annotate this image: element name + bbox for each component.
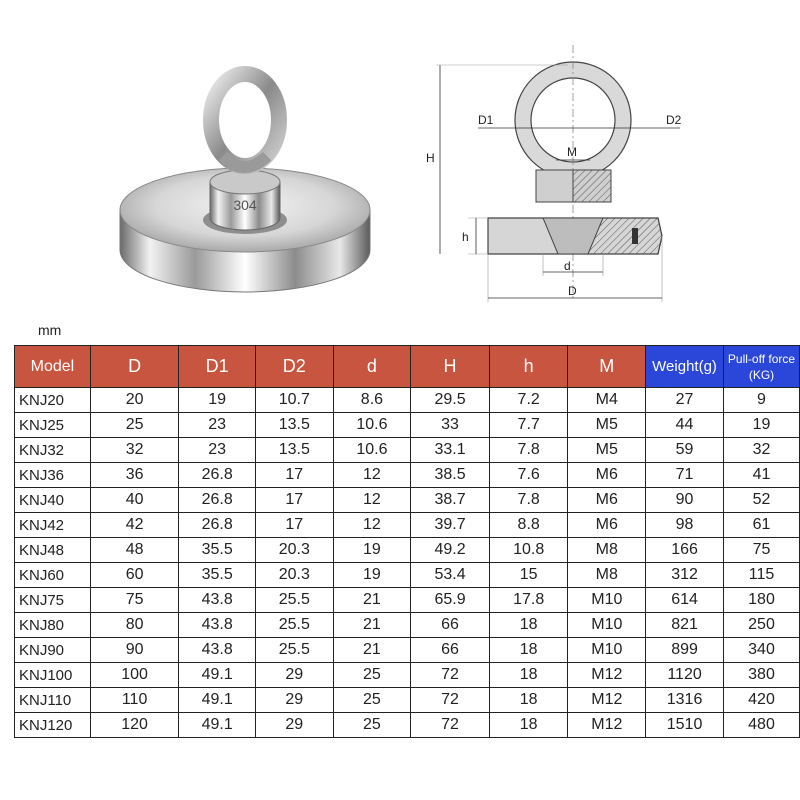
cell-d2: 29 bbox=[255, 663, 333, 688]
cell-d1: 49.1 bbox=[179, 688, 256, 713]
label-m: M bbox=[567, 145, 577, 159]
cell-m: M8 bbox=[568, 538, 646, 563]
table-row bbox=[15, 638, 800, 663]
cell-m: M10 bbox=[568, 613, 646, 638]
cell-model: KNJ40 bbox=[15, 488, 91, 513]
cell-h-total: 49.2 bbox=[411, 538, 490, 563]
cell-h-base: 15 bbox=[489, 563, 568, 588]
cell-d: 36 bbox=[90, 463, 179, 488]
cell-h-total: 38.7 bbox=[411, 488, 490, 513]
cell-d-small: 25 bbox=[333, 713, 411, 738]
cell-h-total: 72 bbox=[411, 688, 490, 713]
cell-model: KNJ110 bbox=[15, 688, 91, 713]
cell-pull-force: 380 bbox=[724, 663, 800, 688]
cell-h-total: 33 bbox=[411, 413, 490, 438]
cell-d: 40 bbox=[90, 488, 179, 513]
cell-d2: 13.5 bbox=[255, 413, 333, 438]
cell-h-base: 7.2 bbox=[489, 388, 568, 413]
cell-pull-force: 480 bbox=[724, 713, 800, 738]
cell-d: 75 bbox=[90, 588, 179, 613]
cell-d2: 17 bbox=[255, 513, 333, 538]
cell-d-small: 10.6 bbox=[333, 413, 411, 438]
cell-d1: 23 bbox=[179, 438, 256, 463]
cell-h-base: 18 bbox=[489, 688, 568, 713]
cell-h-total: 53.4 bbox=[411, 563, 490, 588]
header-d: D bbox=[90, 346, 179, 388]
label-d-small: d bbox=[564, 259, 571, 273]
cell-h-base: 7.6 bbox=[489, 463, 568, 488]
cell-weight: 59 bbox=[646, 438, 724, 463]
cell-d-small: 21 bbox=[333, 588, 411, 613]
cell-model: KNJ36 bbox=[15, 463, 91, 488]
cell-d2: 25.5 bbox=[255, 613, 333, 638]
cell-weight: 44 bbox=[646, 413, 724, 438]
cell-d2: 29 bbox=[255, 713, 333, 738]
cell-weight: 614 bbox=[646, 588, 724, 613]
pull-header-line1: Pull-off force bbox=[727, 351, 796, 366]
cell-m: M5 bbox=[568, 438, 646, 463]
cell-pull-force: 340 bbox=[724, 638, 800, 663]
cell-d1: 35.5 bbox=[179, 563, 256, 588]
cell-h-total: 39.7 bbox=[411, 513, 490, 538]
table-row bbox=[15, 388, 800, 413]
label-d1: D1 bbox=[478, 113, 494, 127]
cell-h-total: 72 bbox=[411, 663, 490, 688]
cell-d1: 26.8 bbox=[179, 488, 256, 513]
cell-h-base: 18 bbox=[489, 663, 568, 688]
header-model: Model bbox=[15, 346, 91, 388]
cell-model: KNJ100 bbox=[15, 663, 91, 688]
cell-h-total: 29.5 bbox=[411, 388, 490, 413]
cell-h-base: 17.8 bbox=[489, 588, 568, 613]
table-row bbox=[15, 588, 800, 613]
cell-d2: 13.5 bbox=[255, 438, 333, 463]
cell-model: KNJ75 bbox=[15, 588, 91, 613]
cell-d1: 35.5 bbox=[179, 538, 256, 563]
cell-weight: 90 bbox=[646, 488, 724, 513]
cell-d: 120 bbox=[90, 713, 179, 738]
cell-h-total: 38.5 bbox=[411, 463, 490, 488]
cell-pull-force: 420 bbox=[724, 688, 800, 713]
cell-weight: 166 bbox=[646, 538, 724, 563]
cell-d: 25 bbox=[90, 413, 179, 438]
cell-d-small: 19 bbox=[333, 538, 411, 563]
cell-pull-force: 115 bbox=[724, 563, 800, 588]
header-d1: D1 bbox=[179, 346, 256, 388]
cell-pull-force: 41 bbox=[724, 463, 800, 488]
cell-d-small: 10.6 bbox=[333, 438, 411, 463]
cell-d1: 43.8 bbox=[179, 588, 256, 613]
cell-d2: 25.5 bbox=[255, 638, 333, 663]
cell-weight: 899 bbox=[646, 638, 724, 663]
cell-weight: 1510 bbox=[646, 713, 724, 738]
label-h-total: H bbox=[426, 151, 435, 165]
cell-h-base: 18 bbox=[489, 713, 568, 738]
cell-d-small: 19 bbox=[333, 563, 411, 588]
cell-d2: 17 bbox=[255, 488, 333, 513]
cell-d2: 17 bbox=[255, 463, 333, 488]
cell-d-small: 21 bbox=[333, 613, 411, 638]
header-h-base: h bbox=[489, 346, 568, 388]
cell-weight: 312 bbox=[646, 563, 724, 588]
header-d-small: d bbox=[333, 346, 411, 388]
cell-d2: 25.5 bbox=[255, 588, 333, 613]
product-photo bbox=[95, 60, 395, 330]
cell-pull-force: 32 bbox=[724, 438, 800, 463]
cell-d-small: 21 bbox=[333, 638, 411, 663]
technical-drawing bbox=[418, 40, 698, 315]
cell-d2: 20.3 bbox=[255, 538, 333, 563]
cell-d1: 49.1 bbox=[179, 663, 256, 688]
pull-header-line2: (KG) bbox=[748, 367, 775, 382]
cell-h-base: 10.8 bbox=[489, 538, 568, 563]
cell-d: 80 bbox=[90, 613, 179, 638]
table-row bbox=[15, 688, 800, 713]
cell-model: KNJ25 bbox=[15, 413, 91, 438]
cell-m: M4 bbox=[568, 388, 646, 413]
cell-d: 90 bbox=[90, 638, 179, 663]
unit-label: mm bbox=[38, 322, 62, 338]
table-row bbox=[15, 613, 800, 638]
cell-h-base: 7.8 bbox=[489, 488, 568, 513]
cell-d: 42 bbox=[90, 513, 179, 538]
cell-h-base: 7.8 bbox=[489, 438, 568, 463]
header-d2: D2 bbox=[255, 346, 333, 388]
cell-d2: 10.7 bbox=[255, 388, 333, 413]
cell-m: M5 bbox=[568, 413, 646, 438]
cell-h-total: 72 bbox=[411, 713, 490, 738]
cell-weight: 821 bbox=[646, 613, 724, 638]
table-row bbox=[15, 413, 800, 438]
cell-model: KNJ80 bbox=[15, 613, 91, 638]
cell-m: M8 bbox=[568, 563, 646, 588]
table-row bbox=[15, 538, 800, 563]
header-m: M bbox=[568, 346, 646, 388]
cell-model: KNJ32 bbox=[15, 438, 91, 463]
cell-m: M10 bbox=[568, 638, 646, 663]
cell-m: M10 bbox=[568, 588, 646, 613]
header-pull-off-force bbox=[724, 346, 800, 388]
table-row bbox=[15, 563, 800, 588]
table-header-row bbox=[15, 346, 800, 388]
cell-h-total: 65.9 bbox=[411, 588, 490, 613]
label-d2: D2 bbox=[666, 113, 682, 127]
cell-d-small: 8.6 bbox=[333, 388, 411, 413]
table-row bbox=[15, 713, 800, 738]
cell-weight: 27 bbox=[646, 388, 724, 413]
cell-d1: 43.8 bbox=[179, 638, 256, 663]
header-h-total: H bbox=[411, 346, 490, 388]
cell-weight: 71 bbox=[646, 463, 724, 488]
cell-pull-force: 180 bbox=[724, 588, 800, 613]
cell-d-small: 12 bbox=[333, 463, 411, 488]
stamp-text: 304 bbox=[233, 197, 257, 213]
cell-pull-force: 75 bbox=[724, 538, 800, 563]
cell-d: 48 bbox=[90, 538, 179, 563]
cell-pull-force: 61 bbox=[724, 513, 800, 538]
cell-d-small: 25 bbox=[333, 663, 411, 688]
cell-d: 60 bbox=[90, 563, 179, 588]
cell-model: KNJ20 bbox=[15, 388, 91, 413]
cell-h-total: 33.1 bbox=[411, 438, 490, 463]
cell-m: M12 bbox=[568, 688, 646, 713]
cell-h-base: 18 bbox=[489, 613, 568, 638]
cell-weight: 98 bbox=[646, 513, 724, 538]
cell-d2: 20.3 bbox=[255, 563, 333, 588]
cell-m: M12 bbox=[568, 663, 646, 688]
cell-d-small: 12 bbox=[333, 513, 411, 538]
cell-pull-force: 52 bbox=[724, 488, 800, 513]
table-row bbox=[15, 438, 800, 463]
cell-h-total: 66 bbox=[411, 613, 490, 638]
cell-model: KNJ120 bbox=[15, 713, 91, 738]
cell-d1: 49.1 bbox=[179, 713, 256, 738]
cell-model: KNJ60 bbox=[15, 563, 91, 588]
cell-d-small: 12 bbox=[333, 488, 411, 513]
table-body bbox=[15, 388, 800, 738]
cell-weight: 1120 bbox=[646, 663, 724, 688]
cell-m: M12 bbox=[568, 713, 646, 738]
table-row bbox=[15, 488, 800, 513]
cell-model: KNJ48 bbox=[15, 538, 91, 563]
cell-d1: 26.8 bbox=[179, 513, 256, 538]
table-row bbox=[15, 663, 800, 688]
cell-d: 110 bbox=[90, 688, 179, 713]
cell-d-small: 25 bbox=[333, 688, 411, 713]
cell-h-total: 66 bbox=[411, 638, 490, 663]
cell-pull-force: 9 bbox=[724, 388, 800, 413]
cell-d1: 26.8 bbox=[179, 463, 256, 488]
cell-m: M6 bbox=[568, 513, 646, 538]
cell-m: M6 bbox=[568, 463, 646, 488]
cell-d1: 19 bbox=[179, 388, 256, 413]
cell-model: KNJ42 bbox=[15, 513, 91, 538]
cell-d1: 23 bbox=[179, 413, 256, 438]
header-weight: Weight(g) bbox=[646, 346, 724, 388]
cell-d: 20 bbox=[90, 388, 179, 413]
cell-pull-force: 19 bbox=[724, 413, 800, 438]
cell-pull-force: 250 bbox=[724, 613, 800, 638]
cell-h-base: 7.7 bbox=[489, 413, 568, 438]
cell-weight: 1316 bbox=[646, 688, 724, 713]
cell-m: M6 bbox=[568, 488, 646, 513]
label-d-big: D bbox=[568, 284, 577, 298]
table-row bbox=[15, 513, 800, 538]
table-row bbox=[15, 463, 800, 488]
cell-h-base: 18 bbox=[489, 638, 568, 663]
spec-table bbox=[14, 345, 800, 738]
cell-d1: 43.8 bbox=[179, 613, 256, 638]
cell-d: 100 bbox=[90, 663, 179, 688]
cell-d: 32 bbox=[90, 438, 179, 463]
cell-d2: 29 bbox=[255, 688, 333, 713]
cell-h-base: 8.8 bbox=[489, 513, 568, 538]
cell-model: KNJ90 bbox=[15, 638, 91, 663]
label-h-base: h bbox=[462, 230, 469, 244]
